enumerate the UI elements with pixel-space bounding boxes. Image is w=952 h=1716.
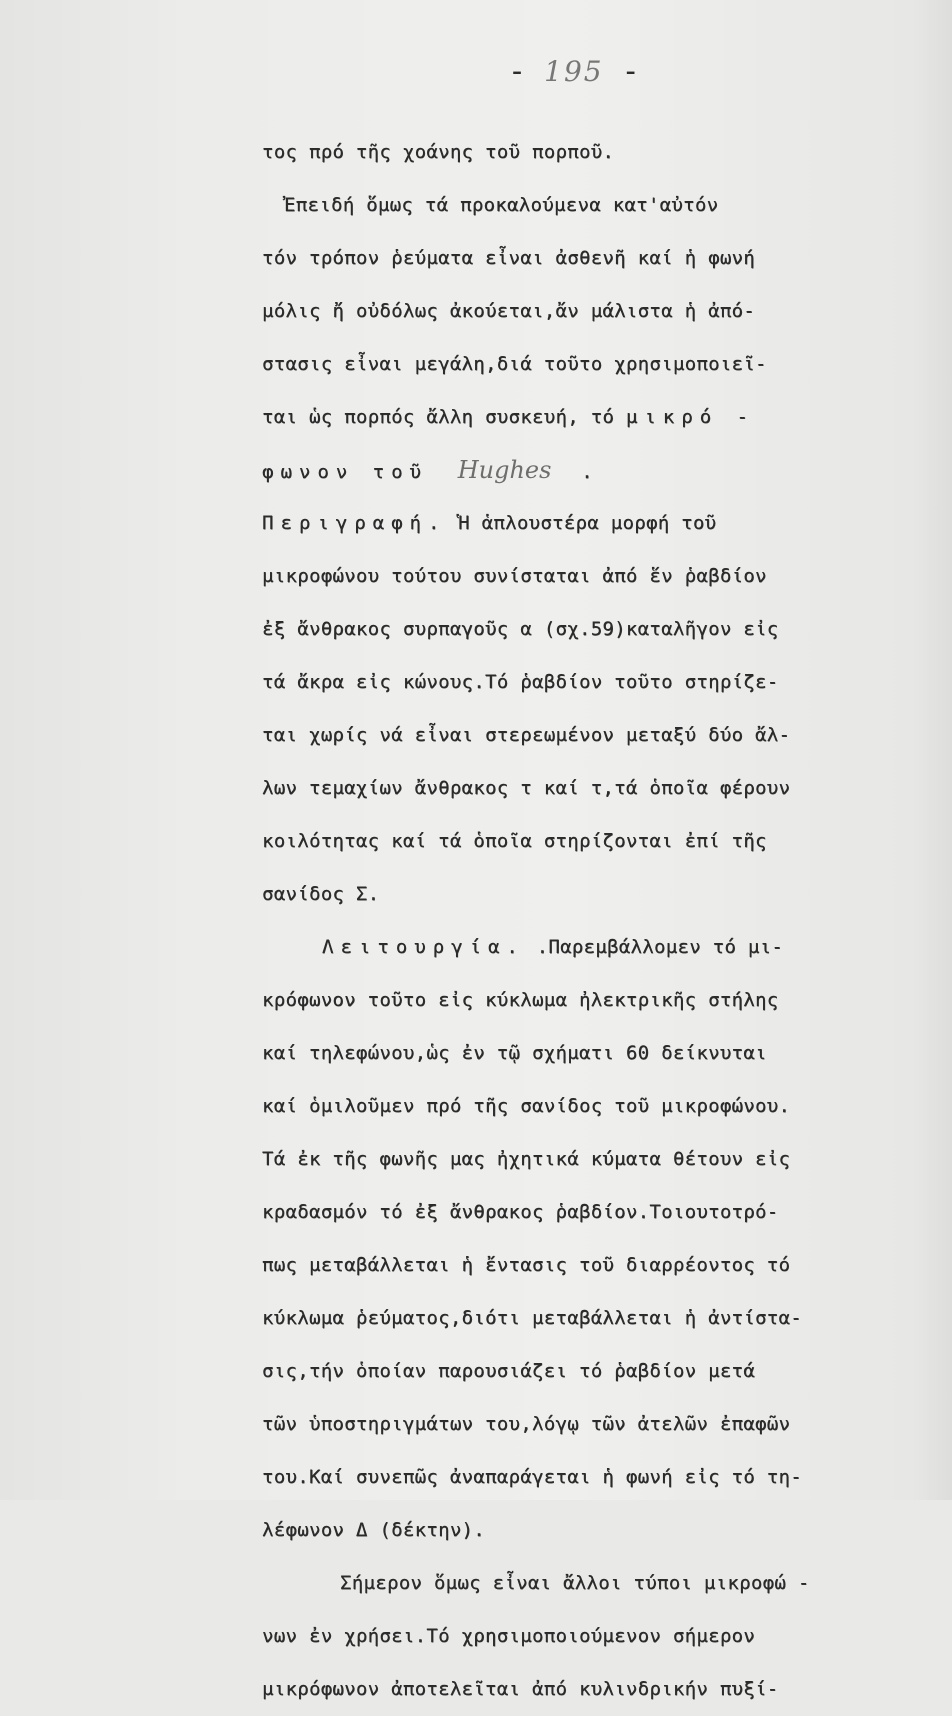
text-line: μικροφώνου τούτου συνίσταται ἀπό ἕν ῥαβδίον (262, 565, 767, 587)
spaced-word: μικρό - (625, 406, 755, 428)
text-line: τος πρό τῆς χοάνης τοῦ πορποῦ. (262, 141, 615, 163)
page-number-right-dash: - (621, 54, 640, 89)
text-fragment: Ἡ ἁπλουστέρα μορφή τοῦ (458, 512, 717, 534)
text-line: κρόφωνον τοῦτο εἰς κύκλωμα ἠλεκτρικῆς στήλης (262, 989, 779, 1011)
text-line: Ἐπειδή ὅμως τά προκαλούμενα κατ'αὐτόν (284, 194, 719, 216)
text-line: τῶν ὑποστηριγμάτων του,λόγῳ τῶν ἀτελῶν ἐπαφῶν (262, 1413, 791, 1435)
page-number-left-dash: - (508, 54, 527, 89)
text-line (262, 391, 898, 444)
text-fragment: ται ὡς πορπός ἄλλη συσκευή, τό (262, 406, 615, 428)
text-fragment: . (581, 461, 593, 483)
text-line: στασις εἶναι μεγάλη,διά τοῦτο χρησιμοποιεῖ- (262, 353, 767, 375)
text-line: μικρόφωνον ἀποτελεῖται ἀπό κυλινδρικήν πυξί- (262, 1678, 779, 1700)
text-line: νων ἐν χρήσει.Τό χρησιμοποιούμενον σήμερον (262, 1625, 756, 1647)
page-number-value: 195 (544, 55, 604, 88)
text-line: Σήμερον ὅμως εἶναι ἄλλοι τύποι μικροφώ - (340, 1572, 810, 1594)
text-line: ται χωρίς νά εἶναι στερεωμένον μεταξύ δύο ἄλ- (262, 724, 791, 746)
page-edge-shadow (912, 0, 952, 1500)
text-line (262, 444, 898, 497)
text-line: καί τηλεφώνου,ὡς ἐν τῷ σχήματι 60 δείκνυται (262, 1042, 767, 1064)
section-heading-operation: Λειτουργία. (322, 936, 525, 958)
text-fragment: .Παρεμβάλλομεν τό μι- (536, 936, 784, 958)
text-line: κοιλότητας καί τά ὁποῖα στηρίζονται ἐπί τῆς (262, 830, 767, 852)
text-line: κραδασμόν τό ἐξ ἄνθρακος ῥαβδίον.Τοιουτοτρό- (262, 1201, 779, 1223)
text-line: πως μεταβάλλεται ἡ ἔντασις τοῦ διαρρέοντος τό (262, 1254, 791, 1276)
spaced-word: φωνον τοῦ (262, 461, 428, 483)
text-line: κύκλωμα ῥεύματος,διότι μεταβάλλεται ἡ ἀντίστα- (262, 1307, 802, 1329)
text-line (262, 921, 898, 974)
text-line: τόν τρόπον ῥεύματα εἶναι ἀσθενῆ καί ἡ φωνή (262, 247, 756, 269)
text-line: τά ἄκρα εἰς κώνους.Τό ῥαβδίον τοῦτο στηρίζε- (262, 671, 779, 693)
text-line: του.Καί συνεπῶς ἀναπαράγεται ἡ φωνή εἰς τό τη- (262, 1466, 802, 1488)
text-line: σανίδος Σ. (262, 883, 380, 905)
text-line: Τά ἐκ τῆς φωνῆς μας ἠχητικά κύματα θέτουν εἰς (262, 1148, 791, 1170)
handwritten-name: Hughes (457, 456, 552, 484)
text-line: ἐξ ἄνθρακος συρπαγοῦς α (σχ.59)καταλῆγον εἰς (262, 618, 779, 640)
text-line: καί ὁμιλοῦμεν πρό τῆς σανίδος τοῦ μικροφώνου. (262, 1095, 791, 1117)
text-line: λων τεμαχίων ἄνθρακος τ καί τ,τά ὁποῖα φέρουν (262, 777, 791, 799)
section-heading-description: Περιγραφή. (262, 512, 447, 534)
page-number (508, 54, 678, 89)
text-line: μόλις ἤ οὐδόλως ἀκούεται,ἄν μάλιστα ἡ ἀπό- (262, 300, 756, 322)
text-line: λέφωνον Δ (δέκτην). (262, 1519, 486, 1541)
typed-text-body (262, 126, 898, 1716)
text-line (262, 497, 898, 550)
text-line: σις,τήν ὁποίαν παρουσιάζει τό ῥαβδίον μετά (262, 1360, 756, 1382)
